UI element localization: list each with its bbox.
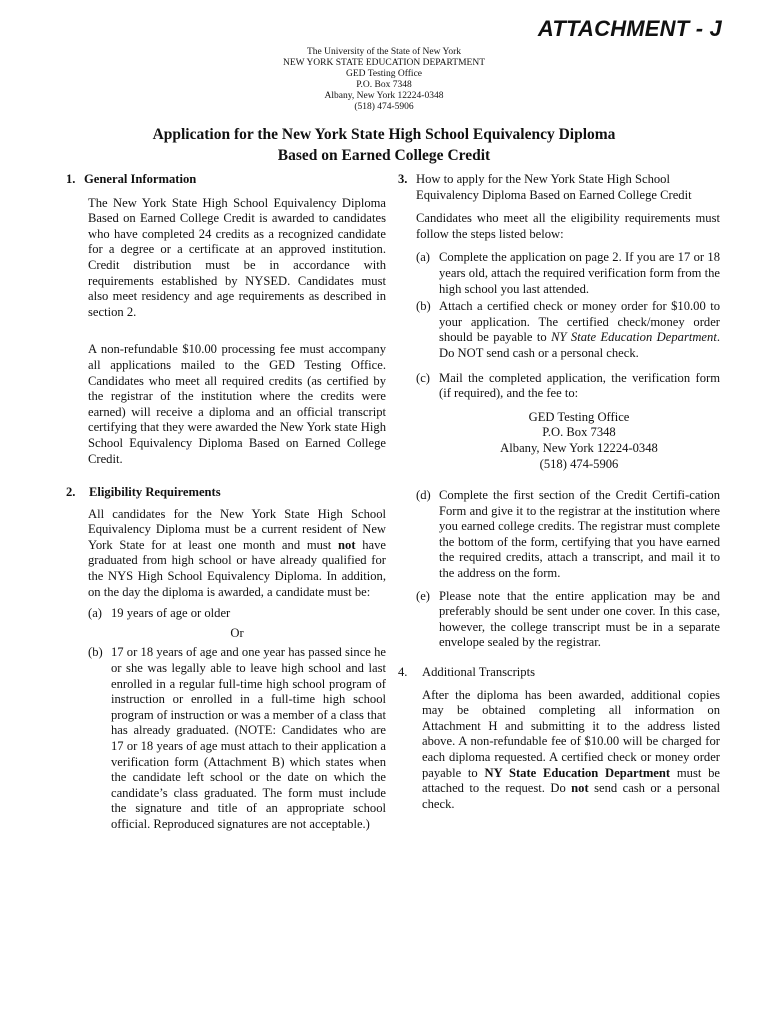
left-column <box>66 172 386 833</box>
section-3-step-e-text: Please note that the entire application may be and preferably should be sent under one cover. In this case, however, the college transcript must be in a separate envelope sealed by the registrar. <box>439 588 720 650</box>
section-4-payee: NY State Education Department <box>484 765 671 780</box>
section-2-item-b-label: (b) <box>88 645 103 660</box>
agency-office: GED Testing Office <box>345 69 423 79</box>
section-3-step-a <box>416 250 720 297</box>
section-4-number: 4. <box>398 665 408 680</box>
section-3-step-e-label: (e) <box>416 588 430 603</box>
agency-po-box: P.O. Box 7348 <box>356 80 412 90</box>
section-4-text-b: must be attached to the request. Do <box>422 765 720 796</box>
section-2-text-b: have graduated from high school or have already qualified for the NYS High School Equivalency Diploma. In addition, on the day the diploma is awarded, a candidate must be: <box>88 537 386 599</box>
agency-phone: (518) 474-5906 <box>354 102 414 112</box>
section-2-title: Eligibility Requirements <box>89 485 221 500</box>
agency-department: NEW YORK STATE EDUCATION DEPARTMENT <box>282 58 486 68</box>
mailing-address <box>438 410 720 472</box>
section-2-heading <box>66 485 386 501</box>
attachment-label: ATTACHMENT - J <box>537 16 722 41</box>
section-3-intro: Candidates who meet all the eligibility requirements must follow the steps listed below: <box>416 211 720 241</box>
agency-header <box>0 47 768 113</box>
section-3-step-b-payee: NY State Education Department <box>551 330 717 345</box>
section-2-text-a: All candidates for the New York State High School Equivalency Diploma must be a current resident of New York State for at least one month and must <box>88 506 386 552</box>
page-title <box>0 124 768 166</box>
section-3-step-b-text-a: Attach a certified check or money order for $10.00 to your application. The certified check/money order should be payable to <box>439 299 720 345</box>
section-1-paragraph-1: The New York State High School Equivalency Diploma Based on Earned College Credit is awarded to candidates who have completed 24 credits as a recognized candidate for a degree or a certificate at an approved institution. Credit distribution must be in accordance with requirements established by NYSED. Candidates must also meet residency and age requirements as described in section 2. <box>88 195 386 319</box>
agency-city: Albany, New York 12224-0348 <box>324 91 444 101</box>
section-2-item-a-text: 19 years of age or older <box>111 606 231 621</box>
section-1-number: 1. <box>66 172 76 186</box>
section-4-text-a: After the diploma has been awarded, additional copies may be obtained completing all information on Attachment H and submitting it to the address listed above. A non-refundable fee of $10.00 will be charged for each diploma requested. A certified check or money order payable to <box>422 687 720 780</box>
section-3-step-d-text: Complete the first section of the Credit Certifi-cation Form and give it to the registrar at the institution where you earned college credits. The registrar must complete the bottom of the form, certifying that you have earned the required credits, attach a transcript, and mail it to the address on the form. <box>439 488 720 581</box>
page-title-line-2: Based on Earned College Credit <box>277 147 491 164</box>
section-3-step-b-text-b: . Do NOT send cash or a personal check. <box>439 330 720 360</box>
section-2-or: Or <box>230 625 244 640</box>
section-1-paragraph-2: A non-refundable $10.00 processing fee must accompany all applications mailed to the GED Testing Office. Candidates who meet all required credits (as certified by the registrar of the institution where the credits were earned) will receive a diploma and an official transcript certifying that they were awarded the New York state High School Equivalency Diploma Based on Earned College Credit. <box>88 342 386 466</box>
section-2-number: 2. <box>66 485 76 500</box>
section-2-item-a <box>88 606 386 622</box>
section-3-step-e <box>416 589 720 651</box>
section-3-step-a-text: Complete the application on page 2. If you are 17 or 18 years old, attach the required verification form from the high school you last attended. <box>439 250 720 296</box>
section-3-title: How to apply for the New York State High School Equivalency Diploma Based on Earned College Credit <box>416 172 692 202</box>
section-4-heading <box>398 665 720 681</box>
section-3-number: 3. <box>398 172 408 186</box>
section-3-step-c <box>416 371 720 402</box>
section-3-step-a-label: (a) <box>416 250 430 265</box>
section-2-item-b-text: 17 or 18 years of age and one year has passed since he or she was legally able to leave high school and last enrolled in a regular full-time high school program of instruction or enrolled in a full-time high school program of instruction or was a member of a class that has already graduated. (NOTE: Candidates who are 17 or 18 years of age must attach to their application a verification form (Attachment B) which states when the candidate left school or the date on which the candidate’s class graduated. The form must include the signature and title of an appropriate school official. Reproduced signatures are not acceptable.) <box>111 645 386 831</box>
mailing-address-po-box: P.O. Box 7348 <box>542 425 616 440</box>
section-4-not: not <box>571 781 589 796</box>
section-1-title: General Information <box>84 172 197 186</box>
section-3-step-b <box>416 299 720 361</box>
section-2-item-b <box>88 645 386 832</box>
section-1-heading <box>66 172 386 188</box>
section-3-step-d-label: (d) <box>416 488 431 503</box>
section-3-step-c-text: Mail the completed application, the verification form (if required), and the fee to: <box>439 370 720 401</box>
section-4-text-c: send cash or a personal check. <box>422 781 721 811</box>
mailing-address-city: Albany, New York 12224-0348 <box>500 440 658 455</box>
section-3-step-d <box>416 488 720 582</box>
right-column <box>398 172 720 812</box>
mailing-address-phone: (518) 474-5906 <box>539 456 619 471</box>
mailing-address-office: GED Testing Office <box>528 409 630 424</box>
agency-university: The University of the State of New York <box>306 47 462 57</box>
section-2-item-a-label: (a) <box>88 606 102 621</box>
section-4-paragraph <box>422 688 720 813</box>
section-2-paragraph <box>88 507 386 601</box>
section-3-heading <box>398 172 720 203</box>
page-title-line-1: Application for the New York State High School Equivalency Diploma <box>152 126 616 143</box>
section-4-title: Additional Transcripts <box>422 665 535 680</box>
section-2-not: not <box>338 537 356 552</box>
section-3-step-b-label: (b) <box>416 299 431 314</box>
section-3-step-c-label: (c) <box>416 370 430 385</box>
